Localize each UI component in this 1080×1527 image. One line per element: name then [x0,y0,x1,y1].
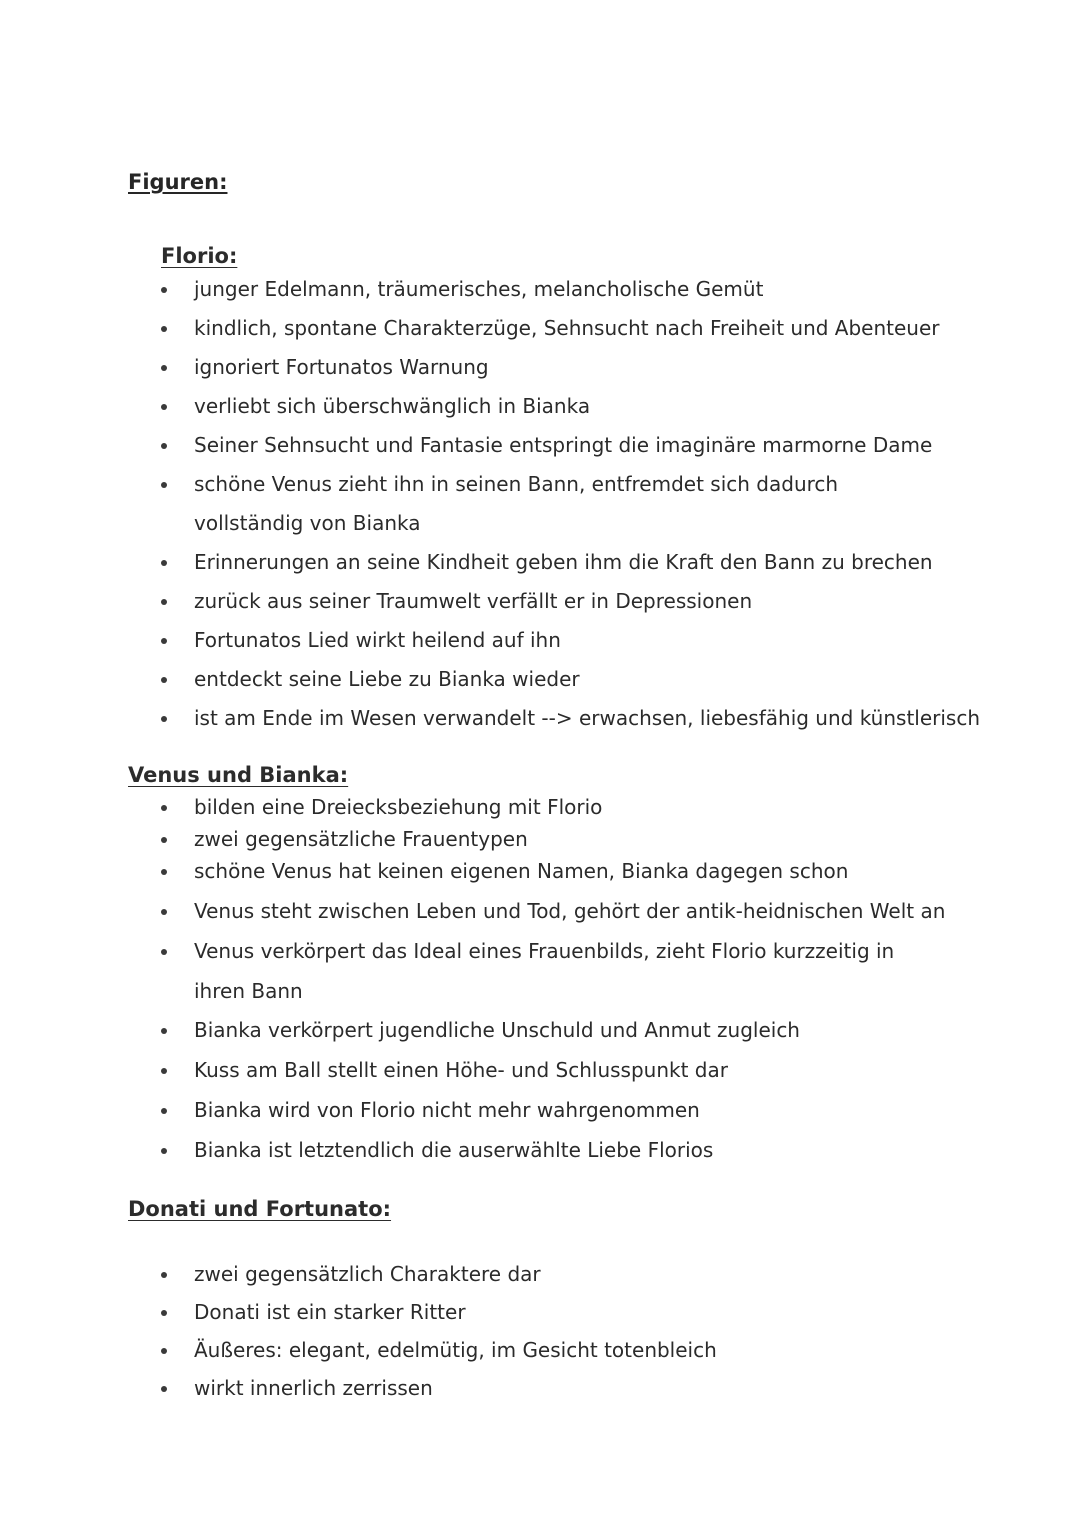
list-item: zwei gegensätzlich Charaktere dar [0,1255,1080,1293]
list-item: ist am Ende im Wesen verwandelt --> erwachsen, liebesfähig und künstlerisch [0,699,1080,738]
list-item: wirkt innerlich zerrissen [0,1369,1080,1407]
florio-list [0,270,1080,738]
list-item: zurück aus seiner Traumwelt verfällt er in Depressionen [0,582,1080,621]
list-item: Bianka wird von Florio nicht mehr wahrgenommen [0,1090,1080,1130]
list-item: Donati ist ein starker Ritter [0,1293,1080,1331]
list-item: verliebt sich überschwänglich in Bianka [0,387,1080,426]
list-item: Fortunatos Lied wirkt heilend auf ihn [0,621,1080,660]
list-item: Venus verkörpert das Ideal eines Frauenbilds, zieht Florio kurzzeitig in ihren Bann [0,931,1080,1010]
list-item: ignoriert Fortunatos Warnung [0,348,1080,387]
section-heading-donati-fortunato: Donati und Fortunato: [128,1197,392,1221]
list-item: Venus steht zwischen Leben und Tod, gehört der antik-heidnischen Welt an [0,891,1080,931]
list-item: schöne Venus hat keinen eigenen Namen, Bianka dagegen schon [0,855,1080,887]
section-heading-venus-bianka: Venus und Bianka: [128,763,349,787]
list-item: Bianka ist letztendlich die auserwählte Liebe Florios [0,1130,1080,1170]
list-item: kindlich, spontane Charakterzüge, Sehnsucht nach Freiheit und Abenteuer [0,309,1080,348]
list-item: zwei gegensätzliche Frauentypen [0,823,1080,855]
donati-fortunato-list [0,1255,1080,1407]
list-item: bilden eine Dreiecksbeziehung mit Florio [0,791,1080,823]
list-item: Erinnerungen an seine Kindheit geben ihm die Kraft den Bann zu brechen [0,543,1080,582]
venus-bianka-list [0,791,1080,1170]
list-item: Bianka verkörpert jugendliche Unschuld und Anmut zugleich [0,1010,1080,1050]
section-heading-florio: Florio: [161,244,238,268]
list-item: Äußeres: elegant, edelmütig, im Gesicht totenbleich [0,1331,1080,1369]
list-item: Kuss am Ball stellt einen Höhe- und Schlusspunkt dar [0,1050,1080,1090]
list-item: Seiner Sehnsucht und Fantasie entspringt die imaginäre marmorne Dame [0,426,1080,465]
list-item: schöne Venus zieht ihn in seinen Bann, entfremdet sich dadurch vollständig von Bianka [0,465,1080,543]
list-item: entdeckt seine Liebe zu Bianka wieder [0,660,1080,699]
list-item: junger Edelmann, träumerisches, melancholische Gemüt [0,270,1080,309]
page-title: Figuren: [128,170,228,194]
